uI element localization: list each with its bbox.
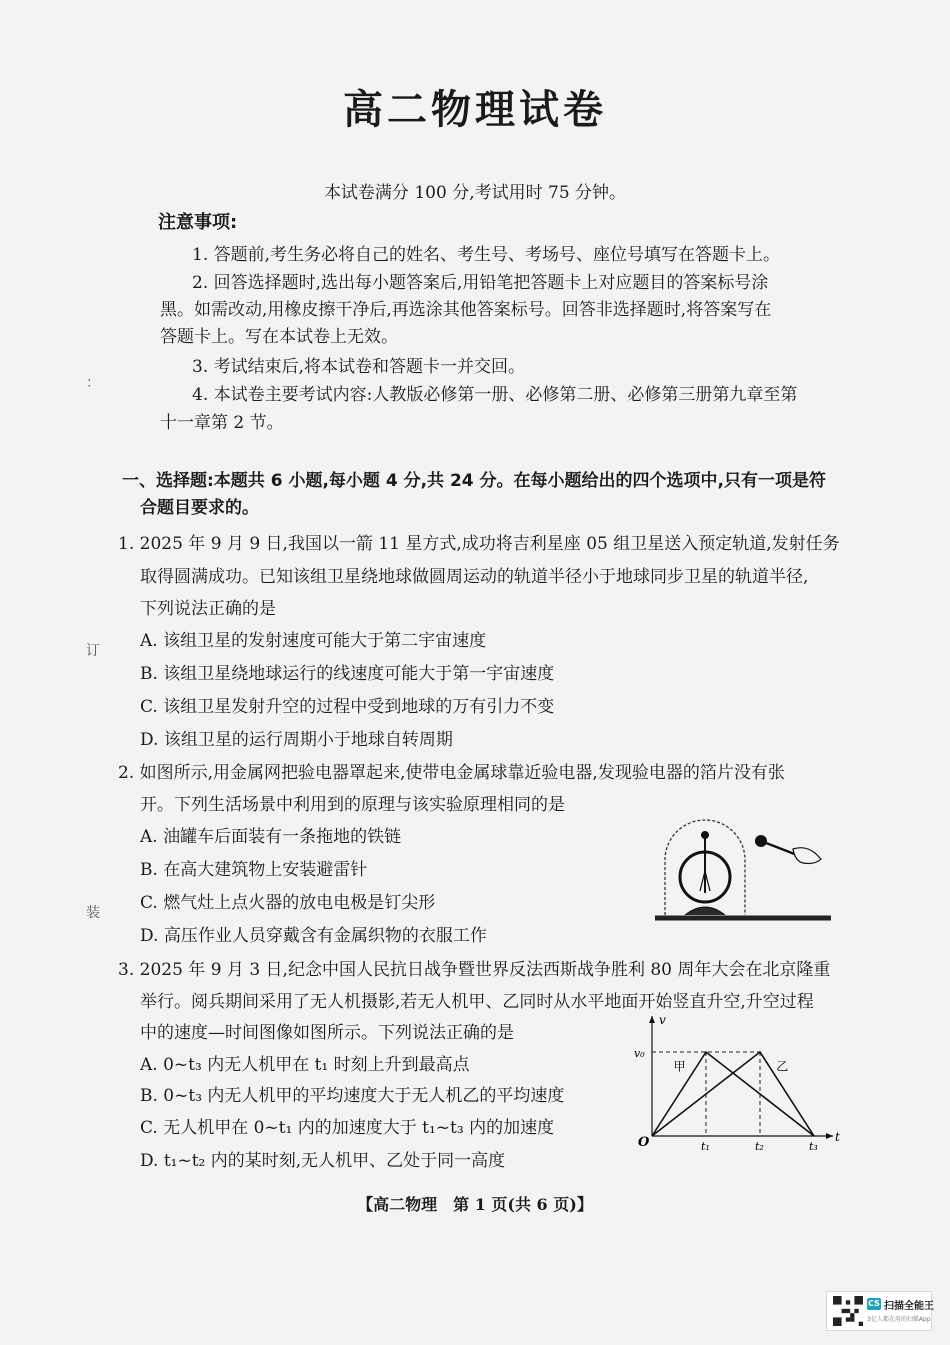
q1-option-c: C. 该组卫星发射升空的过程中受到地球的万有引力不变	[140, 697, 555, 717]
q3-option-a: A. 0~t₃ 内无人机甲在 t₁ 时刻上升到最高点	[140, 1055, 470, 1075]
notice-line: 4. 本试卷主要考试内容:人教版必修第一册、必修第二册、必修第三册第九章至第	[192, 385, 798, 405]
q1-option-d: D. 该组卫星的运行周期小于地球自转周期	[140, 730, 453, 750]
margin-mark: ：	[86, 375, 100, 391]
q3-option-b: B. 0~t₃ 内无人机甲的平均速度大于无人机乙的平均速度	[140, 1086, 565, 1106]
question-2-stem: 开。下列生活场景中利用到的原理与该实验原理相同的是	[140, 795, 565, 815]
x-axis-arrow	[826, 1133, 833, 1139]
scanner-tagline: 3亿人都在用的扫描App	[867, 1316, 931, 1323]
notice-line: 答题卡上。写在本试卷上无效。	[160, 327, 398, 347]
question-3-stem: 举行。阅兵期间采用了无人机摄影,若无人机甲、乙同时从水平地面开始竖直升空,升空过程	[140, 992, 814, 1012]
series-label-yi: 乙	[776, 1059, 789, 1074]
exam-subtitle: 本试卷满分 100 分,考试用时 75 分钟。	[323, 183, 627, 203]
q1-option-b: B. 该组卫星绕地球运行的线速度可能大于第一宇宙速度	[140, 664, 555, 684]
section-heading-cont: 合题目要求的。	[140, 498, 259, 518]
question-1-stem: 1. 2025 年 9 月 9 日,我国以一箭 11 星方式,成功将吉利星座 05 组卫星送入预定轨道,发射任务	[118, 534, 840, 554]
question-1-stem: 下列说法正确的是	[140, 599, 276, 619]
q3-option-d: D. t₁~t₂ 内的某时刻,无人机甲、乙处于同一高度	[140, 1151, 506, 1171]
question-1-stem: 取得圆满成功。已知该组卫星绕地球做圆周运动的轨道半径小于地球同步卫星的轨道半径,	[140, 567, 809, 587]
margin-mark: 装	[86, 905, 100, 921]
question-3-stem: 中的速度—时间图像如图所示。下列说法正确的是	[140, 1023, 514, 1043]
notice-line: 十一章第 2 节。	[160, 413, 284, 433]
q2-option-d: D. 高压作业人员穿戴含有金属织物的衣服工作	[140, 926, 487, 946]
scanner-badge: CS	[868, 1299, 880, 1308]
section-heading: 一、选择题:本题共 6 小题,每小题 4 分,共 24 分。在每小题给出的四个选项中,只有一项是符	[122, 471, 826, 491]
exam-title: 高二物理试卷	[343, 87, 607, 133]
q1-option-a: A. 该组卫星的发射速度可能大于第二宇宙速度	[140, 631, 487, 651]
velocity-time-chart	[628, 1010, 840, 1150]
x-axis-label: t	[835, 1130, 840, 1144]
q3-option-c: C. 无人机甲在 0~t₁ 内的加速度大于 t₁~t₃ 内的加速度	[140, 1118, 555, 1138]
y-axis-label: v	[659, 1013, 666, 1027]
question-3-stem: 3. 2025 年 9 月 3 日,纪念中国人民抗日战争暨世界反法西斯战争胜利 80 周年大会在北京隆重	[118, 960, 831, 980]
page-footer: 【高二物理 第 1 页(共 6 页)】	[357, 1195, 593, 1214]
x-tick-t1: t₁	[701, 1140, 710, 1150]
q2-option-c: C. 燃气灶上点火器的放电电极是钉尖形	[140, 893, 436, 913]
origin-label: O	[638, 1135, 650, 1150]
x-tick-t2: t₂	[755, 1140, 764, 1150]
y-axis-arrow	[649, 1016, 655, 1023]
notice-heading: 注意事项:	[158, 212, 238, 233]
x-tick-t3: t₃	[809, 1140, 818, 1150]
q2-option-b: B. 在高大建筑物上安装避雷针	[140, 860, 368, 880]
notice-line: 3. 考试结束后,将本试卷和答题卡一并交回。	[192, 357, 526, 377]
y-tick-v0: v₀	[634, 1047, 645, 1060]
q2-option-a: A. 油罐车后面装有一条拖地的铁链	[140, 827, 402, 847]
margin-mark: 订	[86, 643, 100, 659]
qr-code-icon	[833, 1296, 863, 1326]
notice-line: 黑。如需改动,用橡皮擦干净后,再选涂其他答案标号。回答非选择题时,将答案写在	[160, 300, 772, 320]
notice-line: 1. 答题前,考生务必将自己的姓名、考生号、考场号、座位号填写在答题卡上。	[192, 245, 781, 265]
scanner-watermark	[826, 1291, 932, 1331]
electroscope-figure	[655, 815, 835, 930]
question-2-stem: 2. 如图所示,用金属网把验电器罩起来,使带电金属球靠近验电器,发现验电器的箔片没有张	[118, 763, 785, 783]
scanner-brand: 扫描全能王	[884, 1301, 934, 1312]
notice-line: 2. 回答选择题时,选出每小题答案后,用铅笔把答题卡上对应题目的答案标号涂	[192, 273, 769, 293]
series-label-jia: 甲	[673, 1059, 686, 1074]
